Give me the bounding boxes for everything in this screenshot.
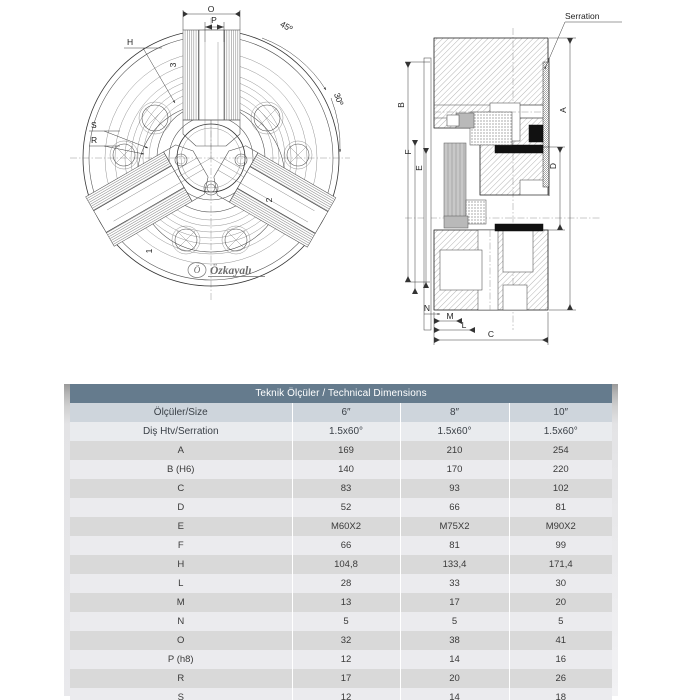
table-row — [70, 479, 612, 498]
column-header-8in: 8″ — [400, 403, 509, 422]
table-row — [70, 441, 612, 460]
row-label: F — [70, 536, 292, 555]
jaw-3-body — [199, 30, 224, 120]
seal-plate-upper — [495, 145, 543, 153]
cell-6in: M60X2 — [292, 517, 400, 536]
back-plate — [424, 58, 431, 330]
jaw-number-2: 2 — [264, 197, 274, 203]
spindle-thread — [444, 143, 466, 217]
label-N: N — [423, 303, 431, 313]
table-row — [70, 593, 612, 612]
row-label: P (h8) — [70, 650, 292, 669]
row-label: S — [70, 688, 292, 700]
label-angle-30: 30º — [331, 91, 346, 107]
label-D: D — [548, 162, 558, 170]
table-row — [70, 612, 612, 631]
dimension-M — [434, 311, 462, 324]
column-header-6in: 6″ — [292, 403, 400, 422]
brand-logo — [188, 263, 265, 278]
cell-6in: 32 — [292, 631, 400, 650]
table-title: Teknik Ölçüler / Technical Dimensions — [70, 384, 612, 403]
table-row — [70, 517, 612, 536]
jaw-2 — [207, 140, 336, 247]
table-row — [70, 650, 612, 669]
section-view-chuck — [396, 11, 622, 345]
cell-10in: 18 — [509, 688, 612, 700]
cell-8in: 14 — [400, 688, 509, 700]
table-row — [70, 631, 612, 650]
cell-8in: 33 — [400, 574, 509, 593]
lower-bore-2 — [503, 230, 533, 272]
dimension-S — [89, 120, 148, 148]
label-L: L — [461, 320, 467, 330]
cell-6in: 12 — [292, 688, 400, 700]
pinion-hole-bottom-right — [222, 226, 250, 254]
cell-8in: 38 — [400, 631, 509, 650]
table-row — [70, 669, 612, 688]
label-S: S — [91, 120, 97, 130]
cell-10in: 171,4 — [509, 555, 612, 574]
cell-serration-6in: 1.5x60° — [292, 422, 400, 441]
cell-10in: 20 — [509, 593, 612, 612]
table-row-serration — [70, 422, 612, 441]
dimension-H — [124, 37, 175, 103]
label-E: E — [414, 165, 424, 171]
row-label: C — [70, 479, 292, 498]
column-header-size: Ölçüler/Size — [70, 403, 292, 422]
label-A: A — [558, 107, 568, 113]
pinion-head-lower — [444, 216, 468, 228]
row-label: R — [70, 669, 292, 688]
cell-6in: 17 — [292, 669, 400, 688]
cell-8in: 20 — [400, 669, 509, 688]
dimensions-table-body — [70, 384, 612, 700]
jaw-3-left-serration — [183, 30, 199, 120]
cell-10in: 16 — [509, 650, 612, 669]
row-label: A — [70, 441, 292, 460]
internal-gear-upper — [470, 112, 512, 145]
front-view-chuck — [70, 4, 350, 300]
seal-plate-lower — [495, 224, 543, 231]
table-title-row — [70, 384, 612, 403]
seal-block-upper — [529, 125, 543, 142]
cell-10in: 99 — [509, 536, 612, 555]
cell-8in: 5 — [400, 612, 509, 631]
table-row — [70, 555, 612, 574]
cell-6in: 13 — [292, 593, 400, 612]
cell-8in: 133,4 — [400, 555, 509, 574]
technical-dimensions-table — [70, 384, 612, 700]
label-C: C — [487, 329, 495, 339]
row-label: D — [70, 498, 292, 517]
cell-6in: 5 — [292, 612, 400, 631]
cell-8in: 66 — [400, 498, 509, 517]
label-R: R — [91, 135, 98, 145]
lower-bore-3 — [503, 285, 527, 310]
cell-6in: 140 — [292, 460, 400, 479]
table-row — [70, 688, 612, 700]
cell-6in: 52 — [292, 498, 400, 517]
jaw-number-3: 3 — [168, 62, 178, 68]
cell-serration-10in: 1.5x60° — [509, 422, 612, 441]
cell-10in: 5 — [509, 612, 612, 631]
cell-6in: 12 — [292, 650, 400, 669]
table-edge-strip-right — [612, 384, 618, 696]
jaw-number-1: 1 — [144, 248, 154, 254]
row-label: B (H6) — [70, 460, 292, 479]
cell-10in: 26 — [509, 669, 612, 688]
internal-gear-lower — [466, 200, 486, 224]
dimension-F — [403, 140, 418, 294]
label-H: H — [127, 37, 134, 47]
dimension-L — [434, 320, 475, 333]
label-angle-45: 45º — [278, 18, 295, 34]
row-label: E — [70, 517, 292, 536]
row-label: L — [70, 574, 292, 593]
cell-8in: 170 — [400, 460, 509, 479]
cell-8in: M75X2 — [400, 517, 509, 536]
serration-callout — [546, 11, 622, 66]
cell-10in: 41 — [509, 631, 612, 650]
pinion-shank-upper — [447, 115, 459, 126]
row-label: N — [70, 612, 292, 631]
table-row — [70, 460, 612, 479]
cell-8in: 210 — [400, 441, 509, 460]
jaw-3-right-serration — [224, 30, 240, 120]
dimension-R — [89, 135, 144, 154]
cell-6in: 28 — [292, 574, 400, 593]
jaw-3 — [183, 30, 240, 146]
cell-8in: 81 — [400, 536, 509, 555]
cell-6in: 104,8 — [292, 555, 400, 574]
pinion-hole-bottom-left — [172, 226, 200, 254]
row-label: O — [70, 631, 292, 650]
cell-6in: 169 — [292, 441, 400, 460]
brand-mark: Ö — [193, 265, 201, 275]
cell-8in: 14 — [400, 650, 509, 669]
dimension-angle-45 — [262, 19, 326, 90]
label-F: F — [403, 149, 413, 155]
row-label: H — [70, 555, 292, 574]
column-header-10in: 10″ — [509, 403, 612, 422]
cell-10in: 220 — [509, 460, 612, 479]
cell-8in: 17 — [400, 593, 509, 612]
row-label-serration: Diş Htv/Serration — [70, 422, 292, 441]
cell-10in: M90X2 — [509, 517, 612, 536]
label-B: B — [396, 102, 406, 108]
brand-name: Özkayalı — [210, 265, 252, 277]
table-row — [70, 574, 612, 593]
pinion-hole-left — [110, 141, 138, 169]
label-P: P — [211, 15, 217, 25]
cell-6in: 66 — [292, 536, 400, 555]
table-row — [70, 498, 612, 517]
cell-10in: 254 — [509, 441, 612, 460]
cell-serration-8in: 1.5x60° — [400, 422, 509, 441]
dimension-A — [549, 38, 576, 310]
label-O: O — [207, 4, 215, 14]
callout-serration: Serration — [565, 11, 600, 21]
table-row — [70, 536, 612, 555]
cell-10in: 102 — [509, 479, 612, 498]
dimensions-table — [70, 384, 612, 700]
cell-10in: 81 — [509, 498, 612, 517]
lower-recess — [440, 250, 482, 290]
cell-8in: 93 — [400, 479, 509, 498]
cell-10in: 30 — [509, 574, 612, 593]
label-M: M — [446, 311, 454, 321]
table-header-row — [70, 403, 612, 422]
row-label: M — [70, 593, 292, 612]
pinion-hole-right — [284, 141, 312, 169]
cell-6in: 83 — [292, 479, 400, 498]
